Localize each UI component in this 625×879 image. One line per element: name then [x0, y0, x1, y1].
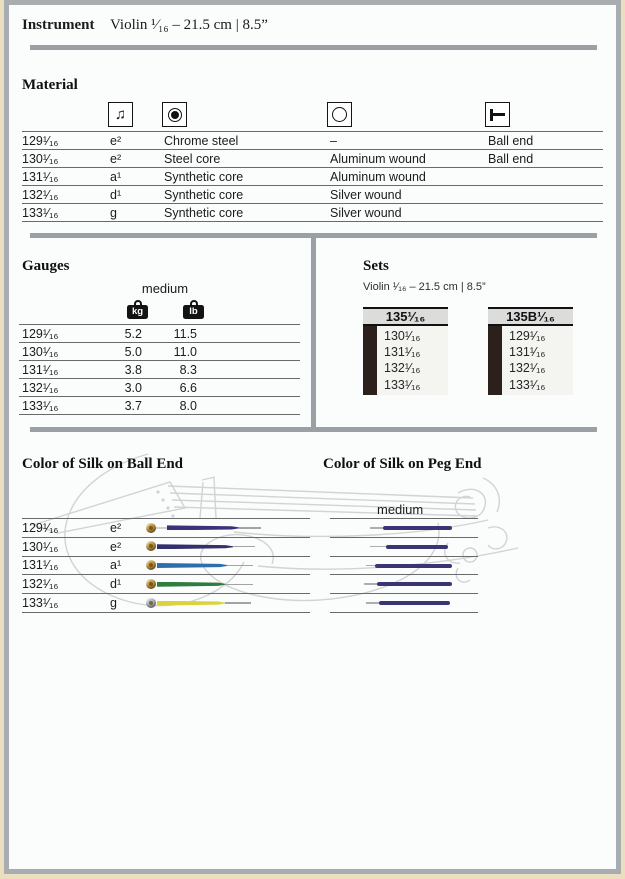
table-row [22, 167, 603, 185]
sets-subtitle: Violin ¹⁄₁₆ – 21.5 cm | 8.5” [363, 281, 486, 293]
section-divider [30, 427, 597, 432]
lb-weight-icon: lb [183, 305, 204, 319]
string-lead [370, 546, 387, 548]
peg-end-title: Color of Silk on Peg End [323, 456, 482, 472]
instrument-label: Instrument [22, 17, 95, 33]
kg-weight-icon: kg [127, 305, 148, 319]
string-code: 130¹⁄₁₆ [22, 344, 59, 359]
string-tail [225, 602, 251, 604]
kg-value: 3.0 [124, 380, 142, 395]
string-code: 131¹⁄₁₆ [22, 558, 59, 573]
silk-color-swatch [375, 564, 452, 568]
string-note: g [110, 596, 117, 611]
set-number: 135¹⁄₁₆ [363, 309, 448, 326]
table-row [22, 185, 603, 203]
column-divider [311, 237, 316, 427]
string-winding: Aluminum wound [330, 169, 426, 184]
silk-color-swatch [377, 582, 452, 586]
set-item: 132¹⁄₁₆ [384, 361, 421, 376]
silk-color-swatch [157, 563, 227, 568]
string-code: 132¹⁄₁₆ [22, 187, 59, 202]
table-row [19, 360, 300, 378]
string-note: a¹ [110, 558, 122, 573]
table-row [330, 518, 478, 537]
table-row [22, 537, 310, 556]
lb-value: 8.0 [179, 398, 197, 413]
string-core: Synthetic core [164, 169, 244, 184]
set-box [488, 307, 573, 395]
string-winding: Silver wound [330, 187, 402, 202]
string-code: 129¹⁄₁₆ [22, 133, 59, 148]
lb-value: 11.0 [173, 344, 197, 359]
set-item: 131¹⁄₁₆ [509, 345, 546, 360]
silk-color-swatch [157, 601, 225, 606]
tension-label: medium [141, 281, 189, 296]
lb-value: 8.3 [179, 362, 197, 377]
string-code: 129¹⁄₁₆ [22, 326, 59, 341]
set-item: 130¹⁄₁₆ [384, 329, 421, 343]
string-note: g [110, 205, 117, 220]
string-code: 133¹⁄₁₆ [22, 398, 59, 413]
table-row [19, 378, 300, 396]
ball-end [146, 560, 156, 570]
table-row [22, 518, 310, 537]
table-row [330, 537, 478, 556]
lb-value: 11.5 [173, 326, 197, 341]
string-note: d¹ [110, 187, 122, 202]
string-code: 133¹⁄₁₆ [22, 205, 59, 220]
table-row [22, 556, 310, 575]
silk-color-swatch [157, 582, 225, 587]
string-note: e² [110, 539, 122, 554]
string-end: Ball end [488, 133, 534, 148]
silk-color-swatch [157, 544, 233, 549]
string-code: 131¹⁄₁₆ [22, 169, 59, 184]
string-core: Steel core [164, 151, 221, 166]
string-code: 131¹⁄₁₆ [22, 362, 59, 377]
table-row [22, 131, 603, 149]
table-row [330, 574, 478, 593]
string-winding: Silver wound [330, 205, 402, 220]
ball-end [146, 523, 156, 533]
table-row [330, 593, 478, 612]
string-note: a¹ [110, 169, 122, 184]
set-color-bar [488, 326, 502, 395]
kg-value: 5.2 [124, 326, 142, 341]
end-icon [485, 102, 510, 127]
string-tail [227, 565, 253, 567]
set-item: 132¹⁄₁₆ [509, 361, 546, 376]
table-row [19, 324, 300, 342]
string-core: Synthetic core [164, 205, 244, 220]
ball-end [146, 541, 156, 551]
string-lead [370, 527, 384, 529]
note-icon: ♫ [108, 102, 133, 127]
ball-end-title: Color of Silk on Ball End [22, 456, 184, 472]
table-row [22, 593, 310, 612]
string-note: e² [110, 520, 122, 535]
string-tail [225, 584, 253, 586]
table-row [19, 342, 300, 360]
string-code: 132¹⁄₁₆ [22, 380, 59, 395]
set-color-bar [363, 326, 377, 395]
winding-icon [327, 102, 352, 127]
string-note: e² [110, 133, 122, 148]
string-code: 132¹⁄₁₆ [22, 577, 59, 592]
silk-color-swatch [379, 601, 450, 605]
string-core: Chrome steel [164, 133, 239, 148]
string-note: e² [110, 151, 122, 166]
sets-title: Sets [363, 258, 389, 274]
string-core: Synthetic core [164, 187, 244, 202]
lb-value: 6.6 [179, 380, 197, 395]
string-winding: – [330, 133, 337, 148]
peg-end-table [330, 518, 478, 613]
ball-end [146, 598, 156, 608]
string-winding: Aluminum wound [330, 151, 426, 166]
silk-color-swatch [383, 526, 452, 530]
material-title: Material [22, 77, 78, 93]
string-lead [156, 527, 168, 529]
set-item: 131¹⁄₁₆ [384, 345, 421, 360]
set-item: 129¹⁄₁₆ [509, 329, 546, 343]
table-row [22, 574, 310, 593]
string-note: d¹ [110, 577, 122, 592]
silk-color-swatch [386, 545, 448, 549]
core-icon [162, 102, 187, 127]
kg-value: 3.8 [124, 362, 142, 377]
string-code: 130¹⁄₁₆ [22, 151, 59, 166]
set-item: 133¹⁄₁₆ [384, 377, 421, 392]
table-row [22, 149, 603, 167]
string-lead [366, 602, 380, 604]
string-lead [364, 583, 378, 585]
set-item: 133¹⁄₁₆ [509, 377, 546, 392]
table-row [19, 396, 300, 414]
set-box [363, 307, 448, 395]
string-code: 129¹⁄₁₆ [22, 520, 59, 535]
table-row [330, 556, 478, 575]
tension-label: medium [377, 502, 424, 517]
section-divider [30, 45, 597, 50]
set-number: 135B¹⁄₁₆ [488, 309, 573, 326]
string-end: Ball end [488, 151, 534, 166]
gauges-table [19, 324, 300, 415]
string-code: 133¹⁄₁₆ [22, 596, 59, 611]
string-tail [239, 527, 261, 529]
kg-value: 5.0 [124, 344, 142, 359]
ball-end [146, 579, 156, 589]
silk-color-swatch [167, 525, 239, 530]
ball-end-table [22, 518, 310, 613]
instrument-value: Violin ¹⁄₁₆ – 21.5 cm | 8.5” [110, 17, 268, 33]
gauges-title: Gauges [22, 258, 70, 274]
material-table [22, 131, 603, 222]
string-tail [233, 546, 255, 548]
table-row [22, 203, 603, 221]
string-code: 130¹⁄₁₆ [22, 539, 59, 554]
kg-value: 3.7 [124, 398, 142, 413]
